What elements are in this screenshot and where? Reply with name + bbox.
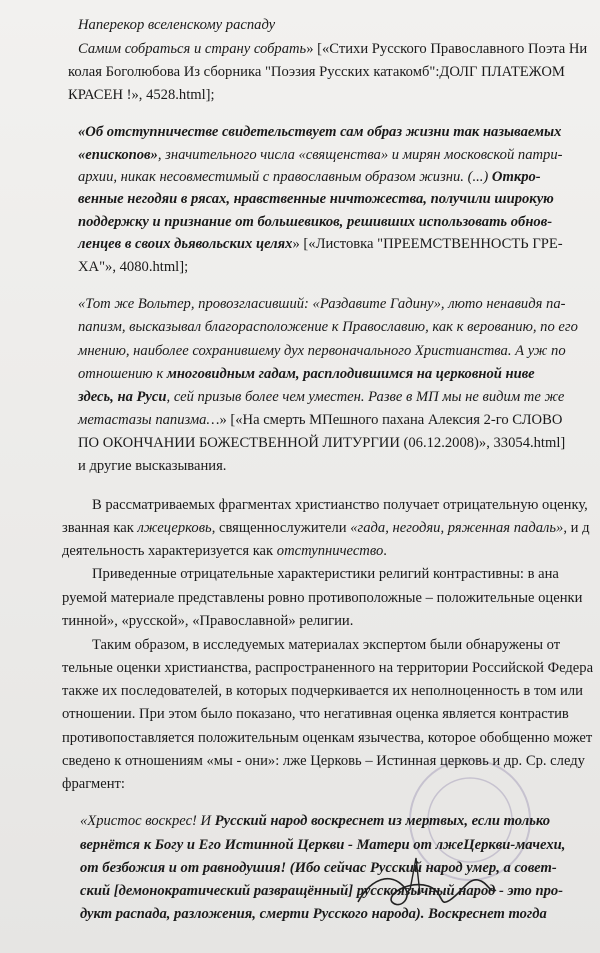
text-segment: сведено к отношениям «мы - они»: лже Церковь – Истинная церковь и др. Ср. следу bbox=[62, 753, 585, 769]
text-segment: . bbox=[383, 543, 387, 559]
text-line bbox=[78, 458, 226, 475]
text-segment: КРАСЕН !», 4528.html]; bbox=[68, 87, 215, 103]
text-line bbox=[78, 191, 554, 208]
text-segment: Русский народ воскреснет из мертвых, если только bbox=[214, 813, 551, 829]
text-segment: архии, никак несовместимый с православным образом жизни. (...) bbox=[78, 169, 492, 185]
text-segment: В рассматриваемых фрагментах христианство получает отрицательную оценку, bbox=[92, 497, 588, 513]
text-segment: «Тот же Вольтер, провозгласивший: «Раздавите Гадину», люто ненавидя па- bbox=[78, 296, 566, 312]
text-line bbox=[78, 147, 563, 164]
text-segment: Откро- bbox=[491, 169, 541, 185]
text-segment: «Об bbox=[78, 124, 107, 140]
text-line bbox=[62, 543, 387, 560]
handwritten-signature bbox=[350, 850, 500, 920]
text-line bbox=[62, 730, 592, 747]
text-segment: ский [демонократический развращённый] русскоязычный народ - это про- bbox=[80, 883, 564, 899]
text-segment: «гада, негодяи, ряженная падаль» bbox=[350, 520, 564, 536]
text-segment: «епископов» bbox=[78, 147, 158, 163]
text-line bbox=[62, 590, 582, 607]
text-line bbox=[62, 753, 585, 770]
text-line bbox=[92, 566, 559, 583]
text-segment: отступничестве свидетельствует сам образ жизни так называемых bbox=[106, 124, 562, 140]
text-segment: папизм, высказывал благорасположение к Православию, как к верованию, по его bbox=[78, 319, 578, 335]
text-line bbox=[92, 637, 560, 654]
text-segment: , священнослужители bbox=[211, 520, 351, 536]
text-segment: » [«На смерть МПешного пахана Алексия 2-го СЛОВО bbox=[219, 412, 563, 428]
text-line bbox=[62, 660, 593, 677]
text-segment: дукт распада, разложения, смерти Русского народа). Воскреснет тогда bbox=[80, 906, 547, 922]
text-line bbox=[78, 41, 587, 58]
text-segment: » [«Листовка "ПРЕЕМСТВЕННОСТЬ ГРЕ- bbox=[292, 236, 563, 252]
text-line bbox=[78, 412, 562, 429]
text-segment: ленцев в своих дьявольских целях bbox=[78, 236, 293, 252]
text-segment: также их последователей, в которых подчеркивается их неполноценность в том или bbox=[62, 683, 583, 699]
text-segment: , и д bbox=[563, 520, 590, 536]
text-segment: руемой материале представлены ровно противоположные – положительные оценки bbox=[62, 590, 583, 606]
text-segment: «Христос воскрес! И bbox=[80, 813, 215, 829]
text-line bbox=[62, 776, 125, 793]
text-segment: , сей призыв более чем уместен. Разве в МП мы не видим те же bbox=[166, 389, 565, 405]
text-segment: многовидным гадам, расплодившимся на церковной ниве bbox=[166, 366, 535, 382]
text-line bbox=[78, 366, 535, 383]
text-segment: Приведенные отрицательные характеристики религий контрастивны: в ана bbox=[92, 566, 559, 582]
text-segment: и другие высказывания. bbox=[78, 458, 227, 474]
text-segment: Таким образом, в исследуемых материалах экспертом были обнаружены от bbox=[92, 637, 561, 653]
text-segment: Самим собраться и страну собрать bbox=[78, 41, 307, 57]
text-line bbox=[92, 497, 588, 514]
text-line bbox=[80, 813, 550, 830]
text-line bbox=[62, 520, 590, 537]
text-segment: от безбожия и от равнодушия! (Ибо сейчас Русский народ умер, а совет- bbox=[80, 860, 557, 876]
text-segment: ПО ОКОНЧАНИИ БОЖЕСТВЕННОЙ ЛИТУРГИИ (06.12.2008)», 33054.html] bbox=[78, 435, 566, 451]
text-segment: венные негодяи в рясах, нравственные ничтожества, получили широкую bbox=[78, 191, 554, 207]
text-segment: , значительного числа «священства» и мирян московской патри- bbox=[157, 147, 563, 163]
text-segment: » [«Стихи Русского Православного Поэта Ни bbox=[306, 41, 588, 57]
text-line bbox=[78, 389, 564, 406]
text-line bbox=[78, 236, 563, 253]
text-line bbox=[62, 706, 569, 723]
text-segment: отступничество bbox=[276, 543, 384, 559]
text-line bbox=[62, 683, 583, 700]
text-line bbox=[78, 319, 578, 336]
text-segment: Наперекор вселенскому распаду bbox=[78, 17, 276, 33]
text-segment: здесь, на Руси bbox=[78, 389, 167, 405]
text-segment: противопоставляется положительным оценкам язычества, которое обобщенно может bbox=[62, 730, 593, 746]
text-segment: вернётся к Богу и Его Истинной Церкви - Матери от лжеЦеркви-мачехи, bbox=[80, 837, 566, 853]
text-line bbox=[78, 435, 565, 452]
text-line bbox=[78, 259, 188, 276]
text-line bbox=[78, 124, 561, 141]
text-segment: фрагмент: bbox=[62, 776, 125, 792]
text-segment: отношению к bbox=[78, 366, 167, 382]
text-segment: мнению, наиболее сохранившему дух первоначального Христианства. А уж по bbox=[78, 343, 566, 359]
text-line bbox=[78, 343, 566, 360]
text-segment: лжецерковь bbox=[137, 520, 212, 536]
text-line bbox=[68, 64, 565, 81]
text-segment: ХА"», 4080.html]; bbox=[78, 259, 189, 275]
text-segment: званная как bbox=[62, 520, 138, 536]
text-segment: тинной», «русской», «Православной» религии. bbox=[62, 613, 354, 629]
text-segment: отношении. При этом было показано, что негативная оценка является контрастив bbox=[62, 706, 569, 722]
text-line bbox=[78, 17, 275, 34]
text-line bbox=[62, 613, 353, 630]
text-line bbox=[78, 296, 566, 313]
text-line bbox=[78, 169, 541, 186]
text-segment: деятельность характеризуется как bbox=[62, 543, 277, 559]
text-segment: поддержку и признание от большевиков, решивших использовать обнов- bbox=[78, 214, 553, 230]
text-segment: колая Боголюбова Из сборника "Поэзия Русских катакомб":ДОЛГ ПЛАТЕЖОМ bbox=[68, 64, 565, 80]
text-segment: тельные оценки христианства, распространенного на территории Российской Федера bbox=[62, 660, 594, 676]
text-segment: метастазы папизма… bbox=[78, 412, 220, 428]
text-line bbox=[68, 87, 215, 104]
text-line bbox=[78, 214, 552, 231]
